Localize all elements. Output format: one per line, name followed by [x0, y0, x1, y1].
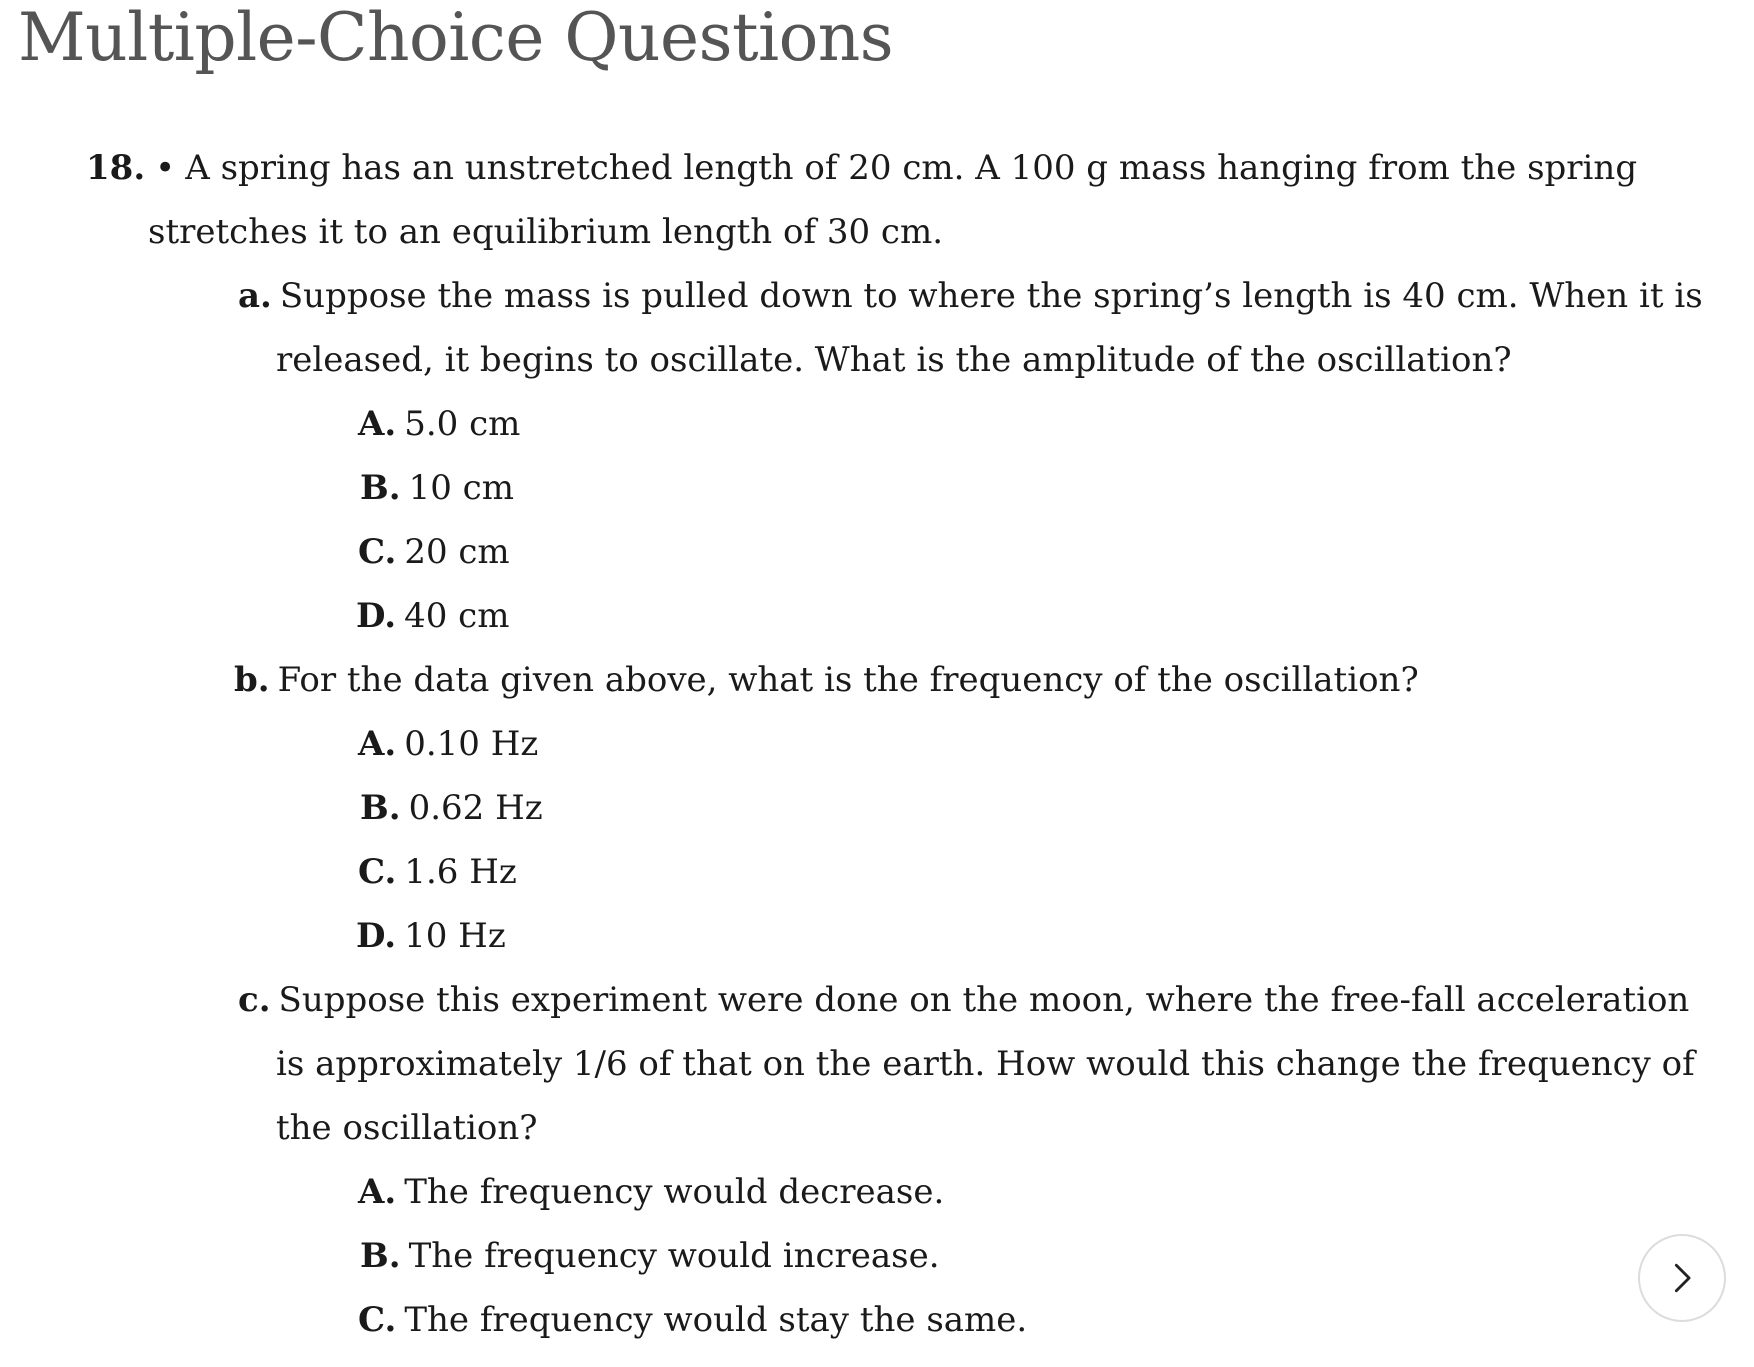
part-a-option-d[interactable] — [356, 596, 509, 636]
part-c-label: c. — [238, 980, 271, 1020]
part-a-text-1: Suppose the mass is pulled down to where the spring’s length is 40 cm. When it is — [279, 276, 1703, 316]
question-stem-text-2: stretches it to an equilibrium length of 30 cm. — [148, 212, 944, 252]
option-label: A. — [358, 724, 397, 764]
part-c-line-1 — [238, 980, 1689, 1020]
part-c-text-2: is approximately 1/6 of that on the earth. How would this change the frequency of — [276, 1044, 1695, 1084]
option-text: The frequency would increase. — [408, 1236, 940, 1276]
option-label: B. — [360, 468, 401, 508]
option-label: B. — [360, 1236, 401, 1276]
option-label: C. — [358, 532, 397, 572]
option-text: 5.0 cm — [404, 404, 521, 444]
part-c-option-b[interactable] — [360, 1236, 940, 1276]
option-label: C. — [358, 1300, 397, 1340]
part-b-option-d[interactable] — [356, 916, 506, 956]
question-stem-line-1 — [86, 148, 1637, 188]
option-text: 10 cm — [408, 468, 514, 508]
part-b-line-1 — [234, 660, 1419, 700]
part-c-option-a[interactable] — [358, 1172, 944, 1212]
option-text: The frequency would decrease. — [404, 1172, 945, 1212]
part-a-line-2 — [276, 340, 1512, 380]
part-b-option-b[interactable] — [360, 788, 543, 828]
part-c-text-3: the oscillation? — [276, 1108, 538, 1148]
chevron-right-icon — [1665, 1261, 1699, 1295]
part-c-text-1: Suppose this experiment were done on the moon, where the free-fall acceleration — [278, 980, 1690, 1020]
question-bullet: • — [155, 148, 176, 188]
part-a-option-a[interactable] — [358, 404, 520, 444]
option-text: 10 Hz — [404, 916, 506, 956]
part-a-option-b[interactable] — [360, 468, 514, 508]
option-text: 20 cm — [404, 532, 510, 572]
question-stem-text-1: A spring has an unstretched length of 20 cm. A 100 g mass hanging from the spring — [185, 148, 1638, 188]
option-label: A. — [358, 404, 397, 444]
part-a-line-1 — [238, 276, 1703, 316]
option-label: A. — [358, 1172, 397, 1212]
part-b-text-1: For the data given above, what is the frequency of the oscillation? — [277, 660, 1419, 700]
option-text: 1.6 Hz — [404, 852, 517, 892]
question-number: 18. — [86, 148, 146, 188]
part-c-line-3 — [276, 1108, 537, 1148]
option-label: C. — [358, 852, 397, 892]
part-b-label: b. — [234, 660, 270, 700]
next-page-button[interactable] — [1638, 1234, 1726, 1322]
part-b-option-c[interactable] — [358, 852, 517, 892]
option-label: D. — [356, 916, 397, 956]
part-c-line-2 — [276, 1044, 1695, 1084]
part-a-option-c[interactable] — [358, 532, 510, 572]
part-c-option-c[interactable] — [358, 1300, 1027, 1340]
part-a-label: a. — [238, 276, 272, 316]
option-text: 0.10 Hz — [404, 724, 539, 764]
part-a-text-2: released, it begins to oscillate. What is the amplitude of the oscillation? — [276, 340, 1512, 380]
question-stem-line-2 — [148, 212, 943, 252]
option-text: 0.62 Hz — [408, 788, 543, 828]
option-text: 40 cm — [404, 596, 510, 636]
part-b-option-a[interactable] — [358, 724, 538, 764]
option-label: D. — [356, 596, 397, 636]
option-text: The frequency would stay the same. — [404, 1300, 1028, 1340]
section-title: Multiple-Choice Questions — [18, 0, 894, 76]
option-label: B. — [360, 788, 401, 828]
